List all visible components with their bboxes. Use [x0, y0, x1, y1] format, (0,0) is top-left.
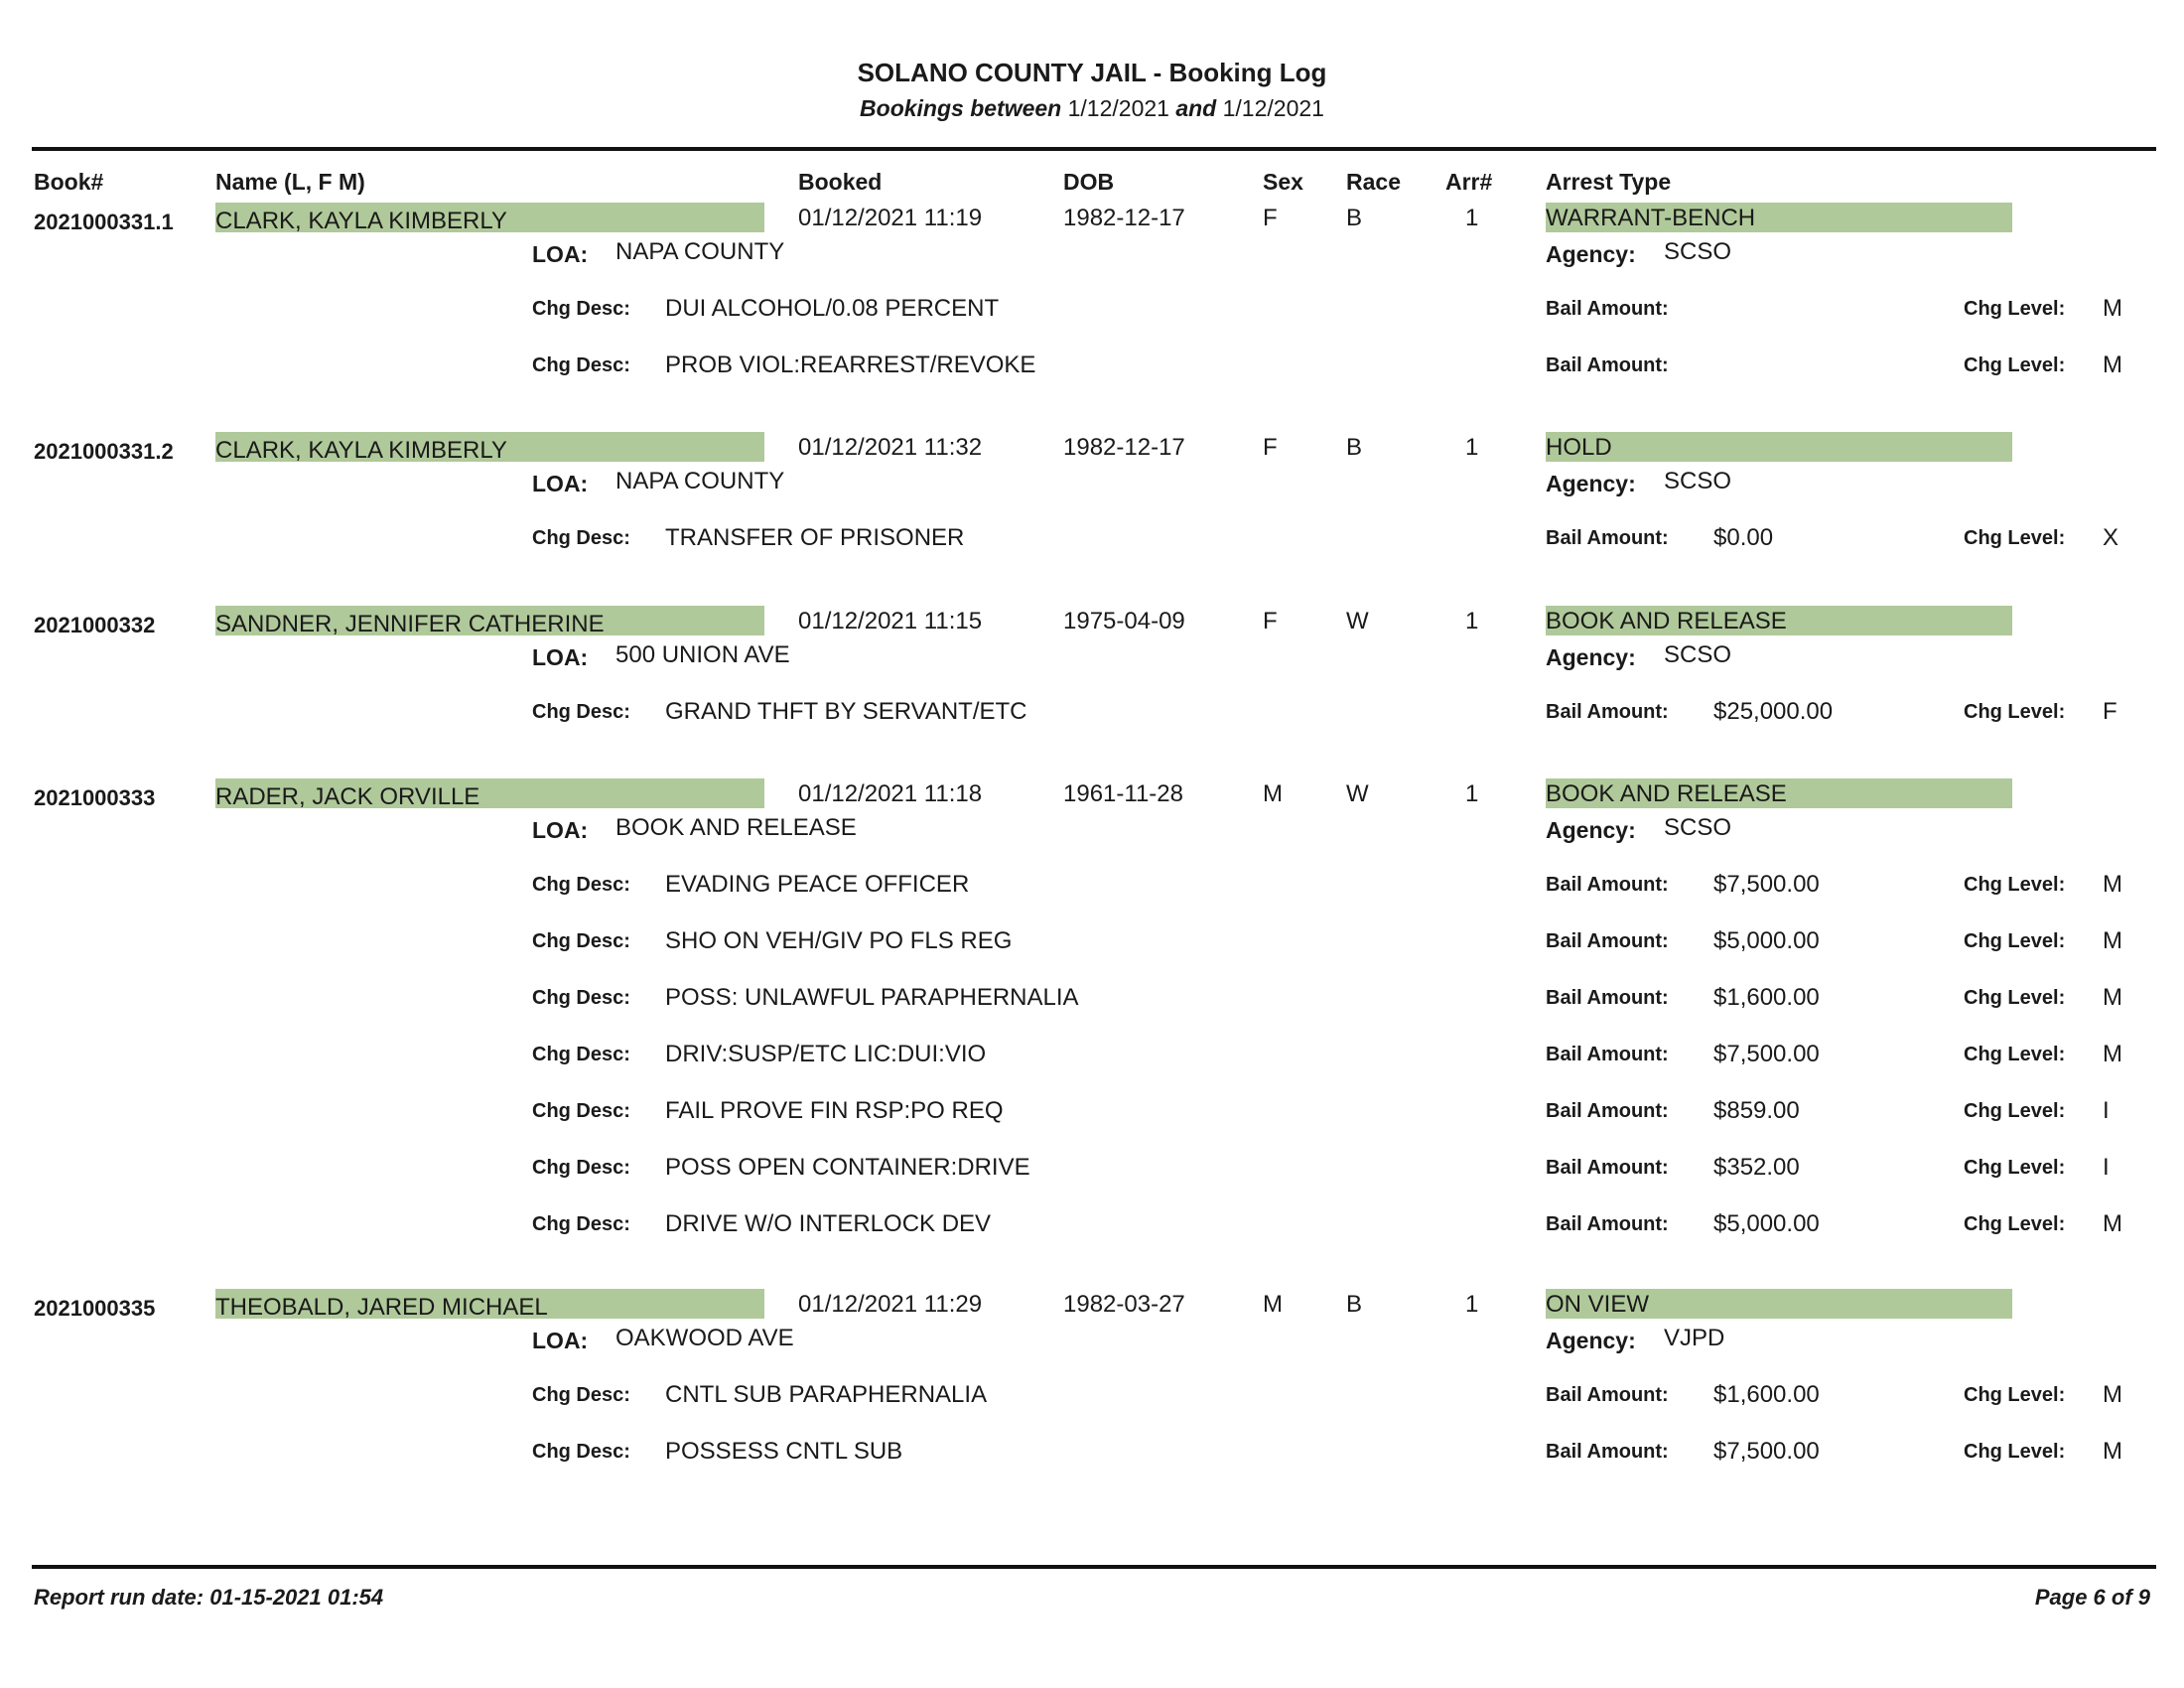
book-number: 2021000331.2 [34, 439, 174, 464]
charge-description: DUI ALCOHOL/0.08 PERCENT [665, 295, 1000, 322]
bail-amount: $5,000.00 [1713, 927, 1820, 954]
chg-desc-label: Chg Desc: [532, 987, 630, 1009]
bail-amount-label: Bail Amount: [1546, 1213, 1669, 1235]
report-title: SOLANO COUNTY JAIL - Booking Log [857, 58, 1327, 87]
bail-amount: $1,600.00 [1713, 984, 1820, 1011]
sex: F [1263, 205, 1278, 231]
booked-datetime: 01/12/2021 11:18 [798, 780, 983, 807]
charge-description: CNTL SUB PARAPHERNALIA [665, 1381, 988, 1408]
sex: F [1263, 608, 1278, 634]
arrest-type-highlight [1546, 432, 2012, 462]
agency-label: Agency: [1546, 644, 1636, 670]
charge-level: M [2103, 1210, 2122, 1237]
bail-amount-label: Bail Amount: [1546, 1157, 1669, 1179]
charge-level: X [2103, 524, 2119, 551]
bail-amount: $7,500.00 [1713, 871, 1820, 898]
arrest-number: 1 [1465, 608, 1479, 634]
report-subtitle [0, 95, 2184, 122]
race: W [1346, 780, 1369, 807]
chg-level-label: Chg Level: [1964, 1441, 2066, 1463]
charge-level: I [2103, 1097, 2110, 1124]
agency-label: Agency: [1546, 471, 1636, 496]
col-arr: Arr# [1445, 169, 1493, 195]
race: W [1346, 608, 1369, 634]
dob: 1982-12-17 [1063, 434, 1185, 461]
subtitle-and: and [1175, 95, 1217, 121]
dob: 1982-12-17 [1063, 205, 1185, 231]
charge-description: FAIL PROVE FIN RSP:PO REQ [665, 1097, 1004, 1124]
charge-description: TRANSFER OF PRISONER [665, 524, 965, 551]
chg-desc-label: Chg Desc: [532, 930, 630, 952]
charge-level: M [2103, 1041, 2122, 1067]
race: B [1346, 205, 1363, 231]
col-arrest-type: Arrest Type [1546, 169, 1672, 195]
charge-description: POSS: UNLAWFUL PARAPHERNALIA [665, 984, 1079, 1011]
bail-amount: $7,500.00 [1713, 1438, 1820, 1465]
bail-amount-label: Bail Amount: [1546, 701, 1669, 723]
booked-datetime: 01/12/2021 11:29 [798, 1291, 983, 1318]
chg-desc-label: Chg Desc: [532, 1213, 630, 1235]
col-booked: Booked [798, 169, 883, 195]
arrest-number: 1 [1465, 780, 1479, 807]
col-name: Name (L, F M) [215, 169, 365, 195]
col-book: Book# [34, 169, 104, 195]
bail-amount-label: Bail Amount: [1546, 1044, 1669, 1065]
chg-desc-label: Chg Desc: [532, 1384, 630, 1406]
chg-level-label: Chg Level: [1964, 354, 2066, 376]
page-number: Page 6 of 9 [2034, 1585, 2150, 1610]
bail-amount-label: Bail Amount: [1546, 1441, 1669, 1463]
col-sex: Sex [1263, 169, 1303, 195]
agency-label: Agency: [1546, 1328, 1636, 1353]
charge-description: POSS OPEN CONTAINER:DRIVE [665, 1154, 1030, 1181]
race: B [1346, 434, 1363, 461]
agency-value: SCSO [1664, 814, 1732, 841]
col-race: Race [1346, 169, 1401, 195]
bail-amount-label: Bail Amount: [1546, 874, 1669, 896]
arrest-type: WARRANT-BENCH [1546, 205, 1756, 231]
loa-label: LOA: [532, 471, 589, 496]
bail-amount-label: Bail Amount: [1546, 930, 1669, 952]
sex: F [1263, 434, 1278, 461]
loa-label: LOA: [532, 644, 589, 670]
bail-amount: $5,000.00 [1713, 1210, 1820, 1237]
chg-level-label: Chg Level: [1964, 930, 2066, 952]
chg-level-label: Chg Level: [1964, 1044, 2066, 1065]
chg-desc-label: Chg Desc: [532, 701, 630, 723]
bail-amount: $25,000.00 [1713, 698, 1834, 725]
chg-level-label: Chg Level: [1964, 527, 2066, 549]
charge-level: M [2103, 1438, 2122, 1465]
agency-label: Agency: [1546, 817, 1636, 843]
arrest-type: BOOK AND RELEASE [1546, 608, 1787, 634]
header-rule [32, 147, 2156, 151]
bail-amount-label: Bail Amount: [1546, 298, 1669, 320]
bail-amount-label: Bail Amount: [1546, 1384, 1669, 1406]
subtitle-prefix: Bookings between [860, 95, 1062, 121]
chg-level-label: Chg Level: [1964, 987, 2066, 1009]
loa-value: NAPA COUNTY [615, 238, 785, 265]
charge-level: I [2103, 1154, 2110, 1181]
arrest-number: 1 [1465, 434, 1479, 461]
charge-description: PROB VIOL:REARREST/REVOKE [665, 352, 1036, 378]
book-number: 2021000332 [34, 613, 156, 637]
arrest-type: ON VIEW [1546, 1291, 1650, 1318]
race: B [1346, 1291, 1363, 1318]
chg-level-label: Chg Level: [1964, 1213, 2066, 1235]
chg-desc-label: Chg Desc: [532, 1441, 630, 1463]
bail-amount: $7,500.00 [1713, 1041, 1820, 1067]
charge-description: DRIVE W/O INTERLOCK DEV [665, 1210, 992, 1237]
agency-label: Agency: [1546, 241, 1636, 267]
charge-description: POSSESS CNTL SUB [665, 1438, 903, 1465]
agency-value: SCSO [1664, 468, 1732, 494]
report-run-date: Report run date: 01-15-2021 01:54 [34, 1585, 384, 1610]
chg-desc-label: Chg Desc: [532, 354, 630, 376]
charge-level: M [2103, 352, 2122, 378]
booked-datetime: 01/12/2021 11:19 [798, 205, 983, 231]
chg-level-label: Chg Level: [1964, 1384, 2066, 1406]
chg-level-label: Chg Level: [1964, 1157, 2066, 1179]
agency-value: VJPD [1664, 1325, 1725, 1351]
dob: 1982-03-27 [1063, 1291, 1185, 1318]
sex: M [1263, 1291, 1283, 1318]
booked-datetime: 01/12/2021 11:15 [798, 608, 983, 634]
loa-label: LOA: [532, 1328, 589, 1353]
agency-value: SCSO [1664, 641, 1732, 668]
loa-value: BOOK AND RELEASE [615, 814, 857, 841]
chg-desc-label: Chg Desc: [532, 1044, 630, 1065]
inmate-name: SANDNER, JENNIFER CATHERINE [215, 611, 605, 637]
bail-amount: $1,600.00 [1713, 1381, 1820, 1408]
chg-level-label: Chg Level: [1964, 701, 2066, 723]
charge-description: DRIV:SUSP/ETC LIC:DUI:VIO [665, 1041, 987, 1067]
inmate-name: CLARK, KAYLA KIMBERLY [215, 208, 507, 234]
loa-value: OAKWOOD AVE [615, 1325, 794, 1351]
loa-label: LOA: [532, 241, 589, 267]
loa-value: 500 UNION AVE [615, 641, 790, 668]
bail-amount-label: Bail Amount: [1546, 354, 1669, 376]
bail-amount-label: Bail Amount: [1546, 987, 1669, 1009]
chg-desc-label: Chg Desc: [532, 874, 630, 896]
charge-level: M [2103, 295, 2122, 322]
bail-amount: $859.00 [1713, 1097, 1800, 1124]
charge-description: SHO ON VEH/GIV PO FLS REG [665, 927, 1013, 954]
bail-amount-label: Bail Amount: [1546, 1100, 1669, 1122]
chg-desc-label: Chg Desc: [532, 1157, 630, 1179]
book-number: 2021000331.1 [34, 210, 174, 234]
bail-amount: $0.00 [1713, 524, 1774, 551]
charge-level: M [2103, 1381, 2122, 1408]
arrest-number: 1 [1465, 205, 1479, 231]
chg-level-label: Chg Level: [1964, 874, 2066, 896]
col-dob: DOB [1063, 169, 1115, 195]
dob: 1961-11-28 [1063, 780, 1183, 807]
charge-level: M [2103, 927, 2122, 954]
bail-amount: $352.00 [1713, 1154, 1800, 1181]
chg-desc-label: Chg Desc: [532, 1100, 630, 1122]
book-number: 2021000333 [34, 785, 156, 810]
chg-desc-label: Chg Desc: [532, 527, 630, 549]
book-number: 2021000335 [34, 1296, 156, 1321]
charge-description: EVADING PEACE OFFICER [665, 871, 970, 898]
arrest-type: BOOK AND RELEASE [1546, 780, 1787, 807]
charge-description: GRAND THFT BY SERVANT/ETC [665, 698, 1027, 725]
date-from: 1/12/2021 [1067, 95, 1169, 121]
chg-level-label: Chg Level: [1964, 298, 2066, 320]
agency-value: SCSO [1664, 238, 1732, 265]
bail-amount-label: Bail Amount: [1546, 527, 1669, 549]
sex: M [1263, 780, 1283, 807]
charge-level: F [2103, 698, 2117, 725]
date-to: 1/12/2021 [1222, 95, 1324, 121]
inmate-name: CLARK, KAYLA KIMBERLY [215, 437, 507, 464]
booked-datetime: 01/12/2021 11:32 [798, 434, 983, 461]
inmate-name: RADER, JACK ORVILLE [215, 783, 480, 810]
arrest-type: HOLD [1546, 434, 1612, 461]
arrest-number: 1 [1465, 1291, 1479, 1318]
charge-level: M [2103, 984, 2122, 1011]
loa-value: NAPA COUNTY [615, 468, 785, 494]
chg-desc-label: Chg Desc: [532, 298, 630, 320]
footer-rule [32, 1565, 2156, 1569]
inmate-name: THEOBALD, JARED MICHAEL [215, 1294, 548, 1321]
chg-level-label: Chg Level: [1964, 1100, 2066, 1122]
charge-level: M [2103, 871, 2122, 898]
loa-label: LOA: [532, 817, 589, 843]
dob: 1975-04-09 [1063, 608, 1185, 634]
